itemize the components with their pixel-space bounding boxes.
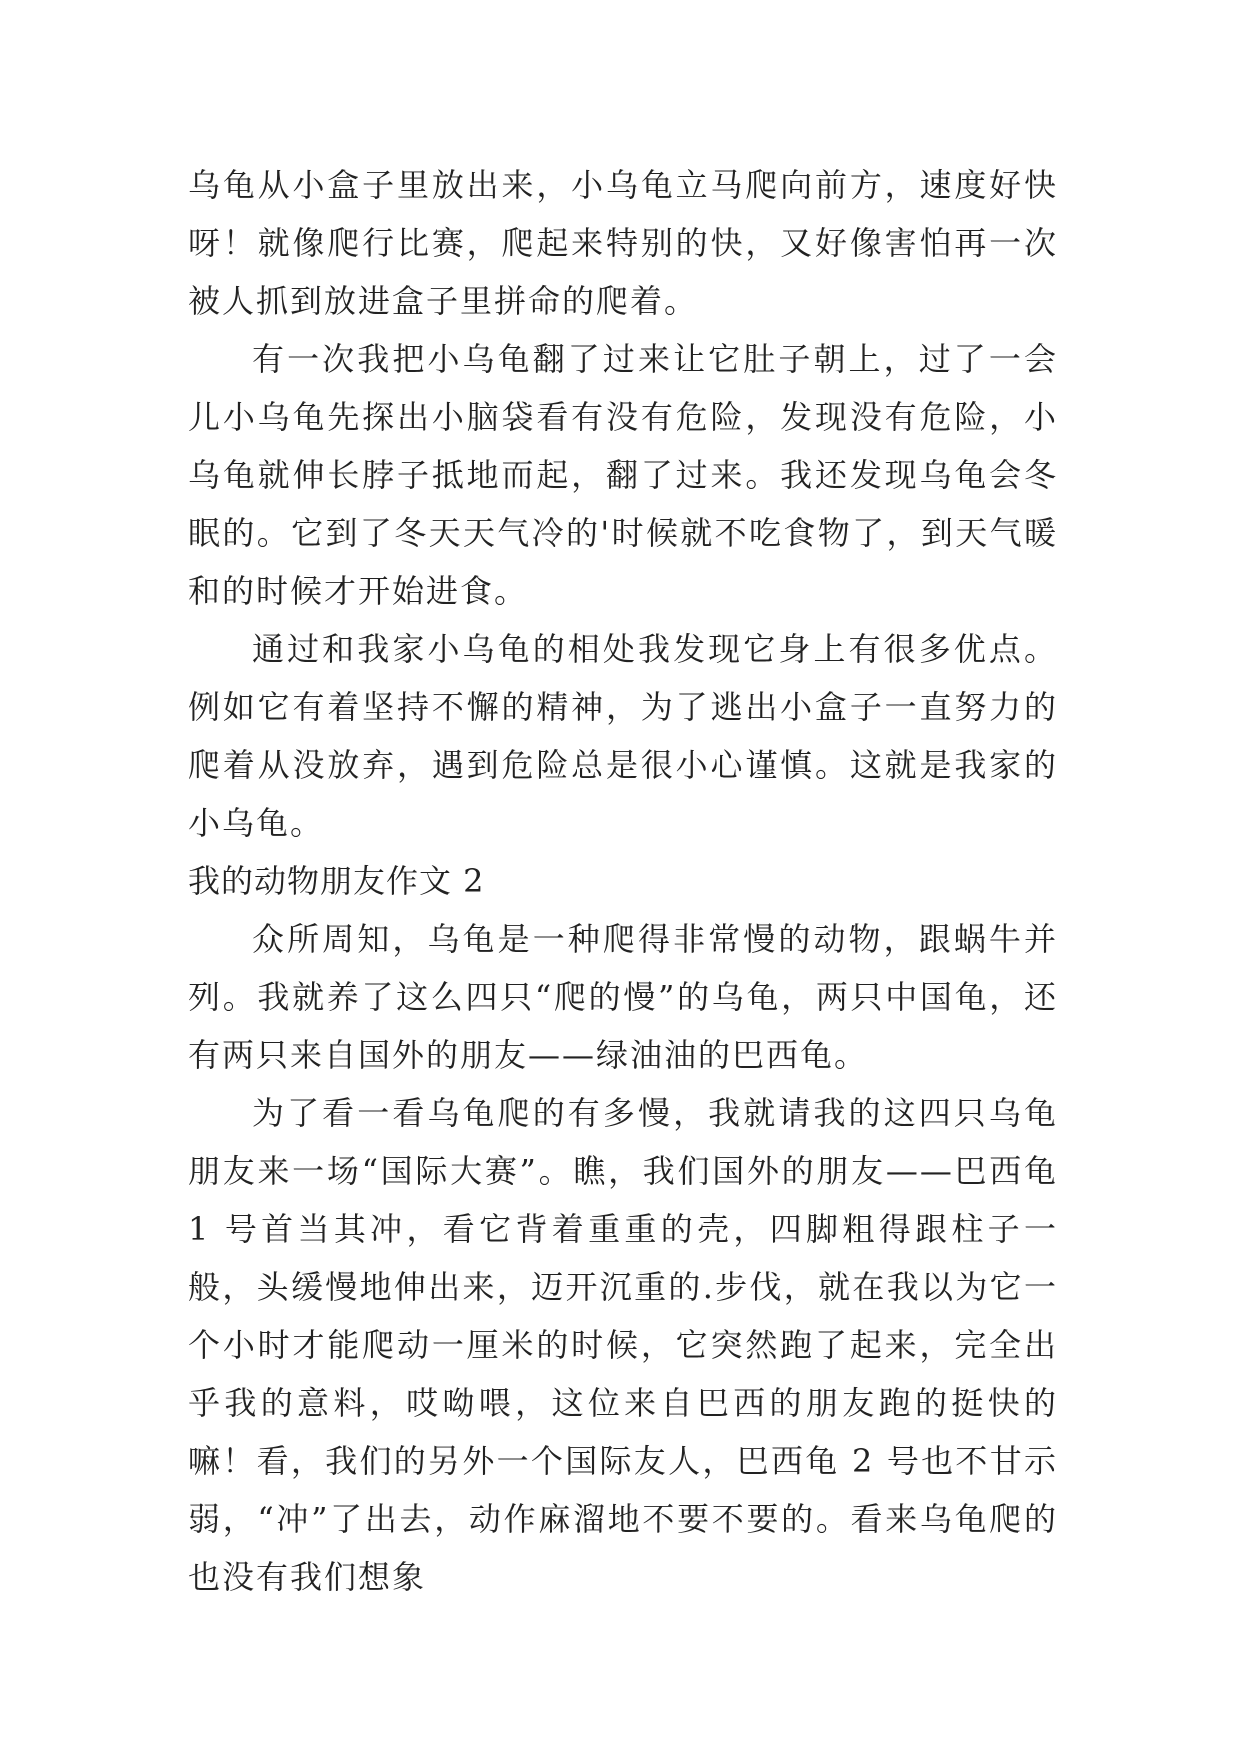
paragraph-continued: 乌龟从小盒子里放出来，小乌龟立马爬向前方，速度好快呀！就像爬行比赛，爬起来特别的快，又好像害怕再一次被人抓到放进盒子里拼命的爬着。 [188,166,1058,320]
paragraph-race: 为了看一看乌龟爬的有多慢，我就请我的这四只乌龟朋友来一场“国际大赛”。瞧，我们国外的朋友——巴西龟 1 号首当其冲，看它背着重重的壳，四脚粗得跟柱子一般，头缓慢地伸出来，迈开沉重的.步伐，就在我以为它一个小时才能爬动一厘米的时候，它突然跑了起来，完全出乎我的意料，哎呦喂，这位来自巴西的朋友跑的挺快的嘛！看，我们的另外一个国际友人，巴西龟 2 号也不甘示弱，“冲”了出去，动作麻溜地不要不要的。看来乌龟爬的也没有我们想象 [188,1094,1071,1596]
document-body [188,156,1071,1606]
paragraph-conclusion: 通过和我家小乌龟的相处我发现它身上有很多优点。例如它有着坚持不懈的精神，为了逃出小盒子一直努力的爬着从没放弃，遇到危险总是很小心谨慎。这就是我家的小乌龟。 [188,630,1058,842]
section-title: 我的动物朋友作文 2 [188,862,485,900]
paragraph-flip-turtle: 有一次我把小乌龟翻了过来让它肚子朝上，过了一会儿小乌龟先探出小脑袋看有没有危险，发现没有危险，小乌龟就伸长脖子抵地而起，翻了过来。我还发现乌龟会冬眠的。它到了冬天天气冷的'时候就不吃食物了，到天气暖和的时候才开始进食。 [188,340,1058,610]
paragraph-intro-turtles: 众所周知，乌龟是一种爬得非常慢的动物，跟蜗牛并列。我就养了这么四只“爬的慢”的乌龟，两只中国龟，还有两只来自国外的朋友——绿油油的巴西龟。 [188,920,1058,1074]
